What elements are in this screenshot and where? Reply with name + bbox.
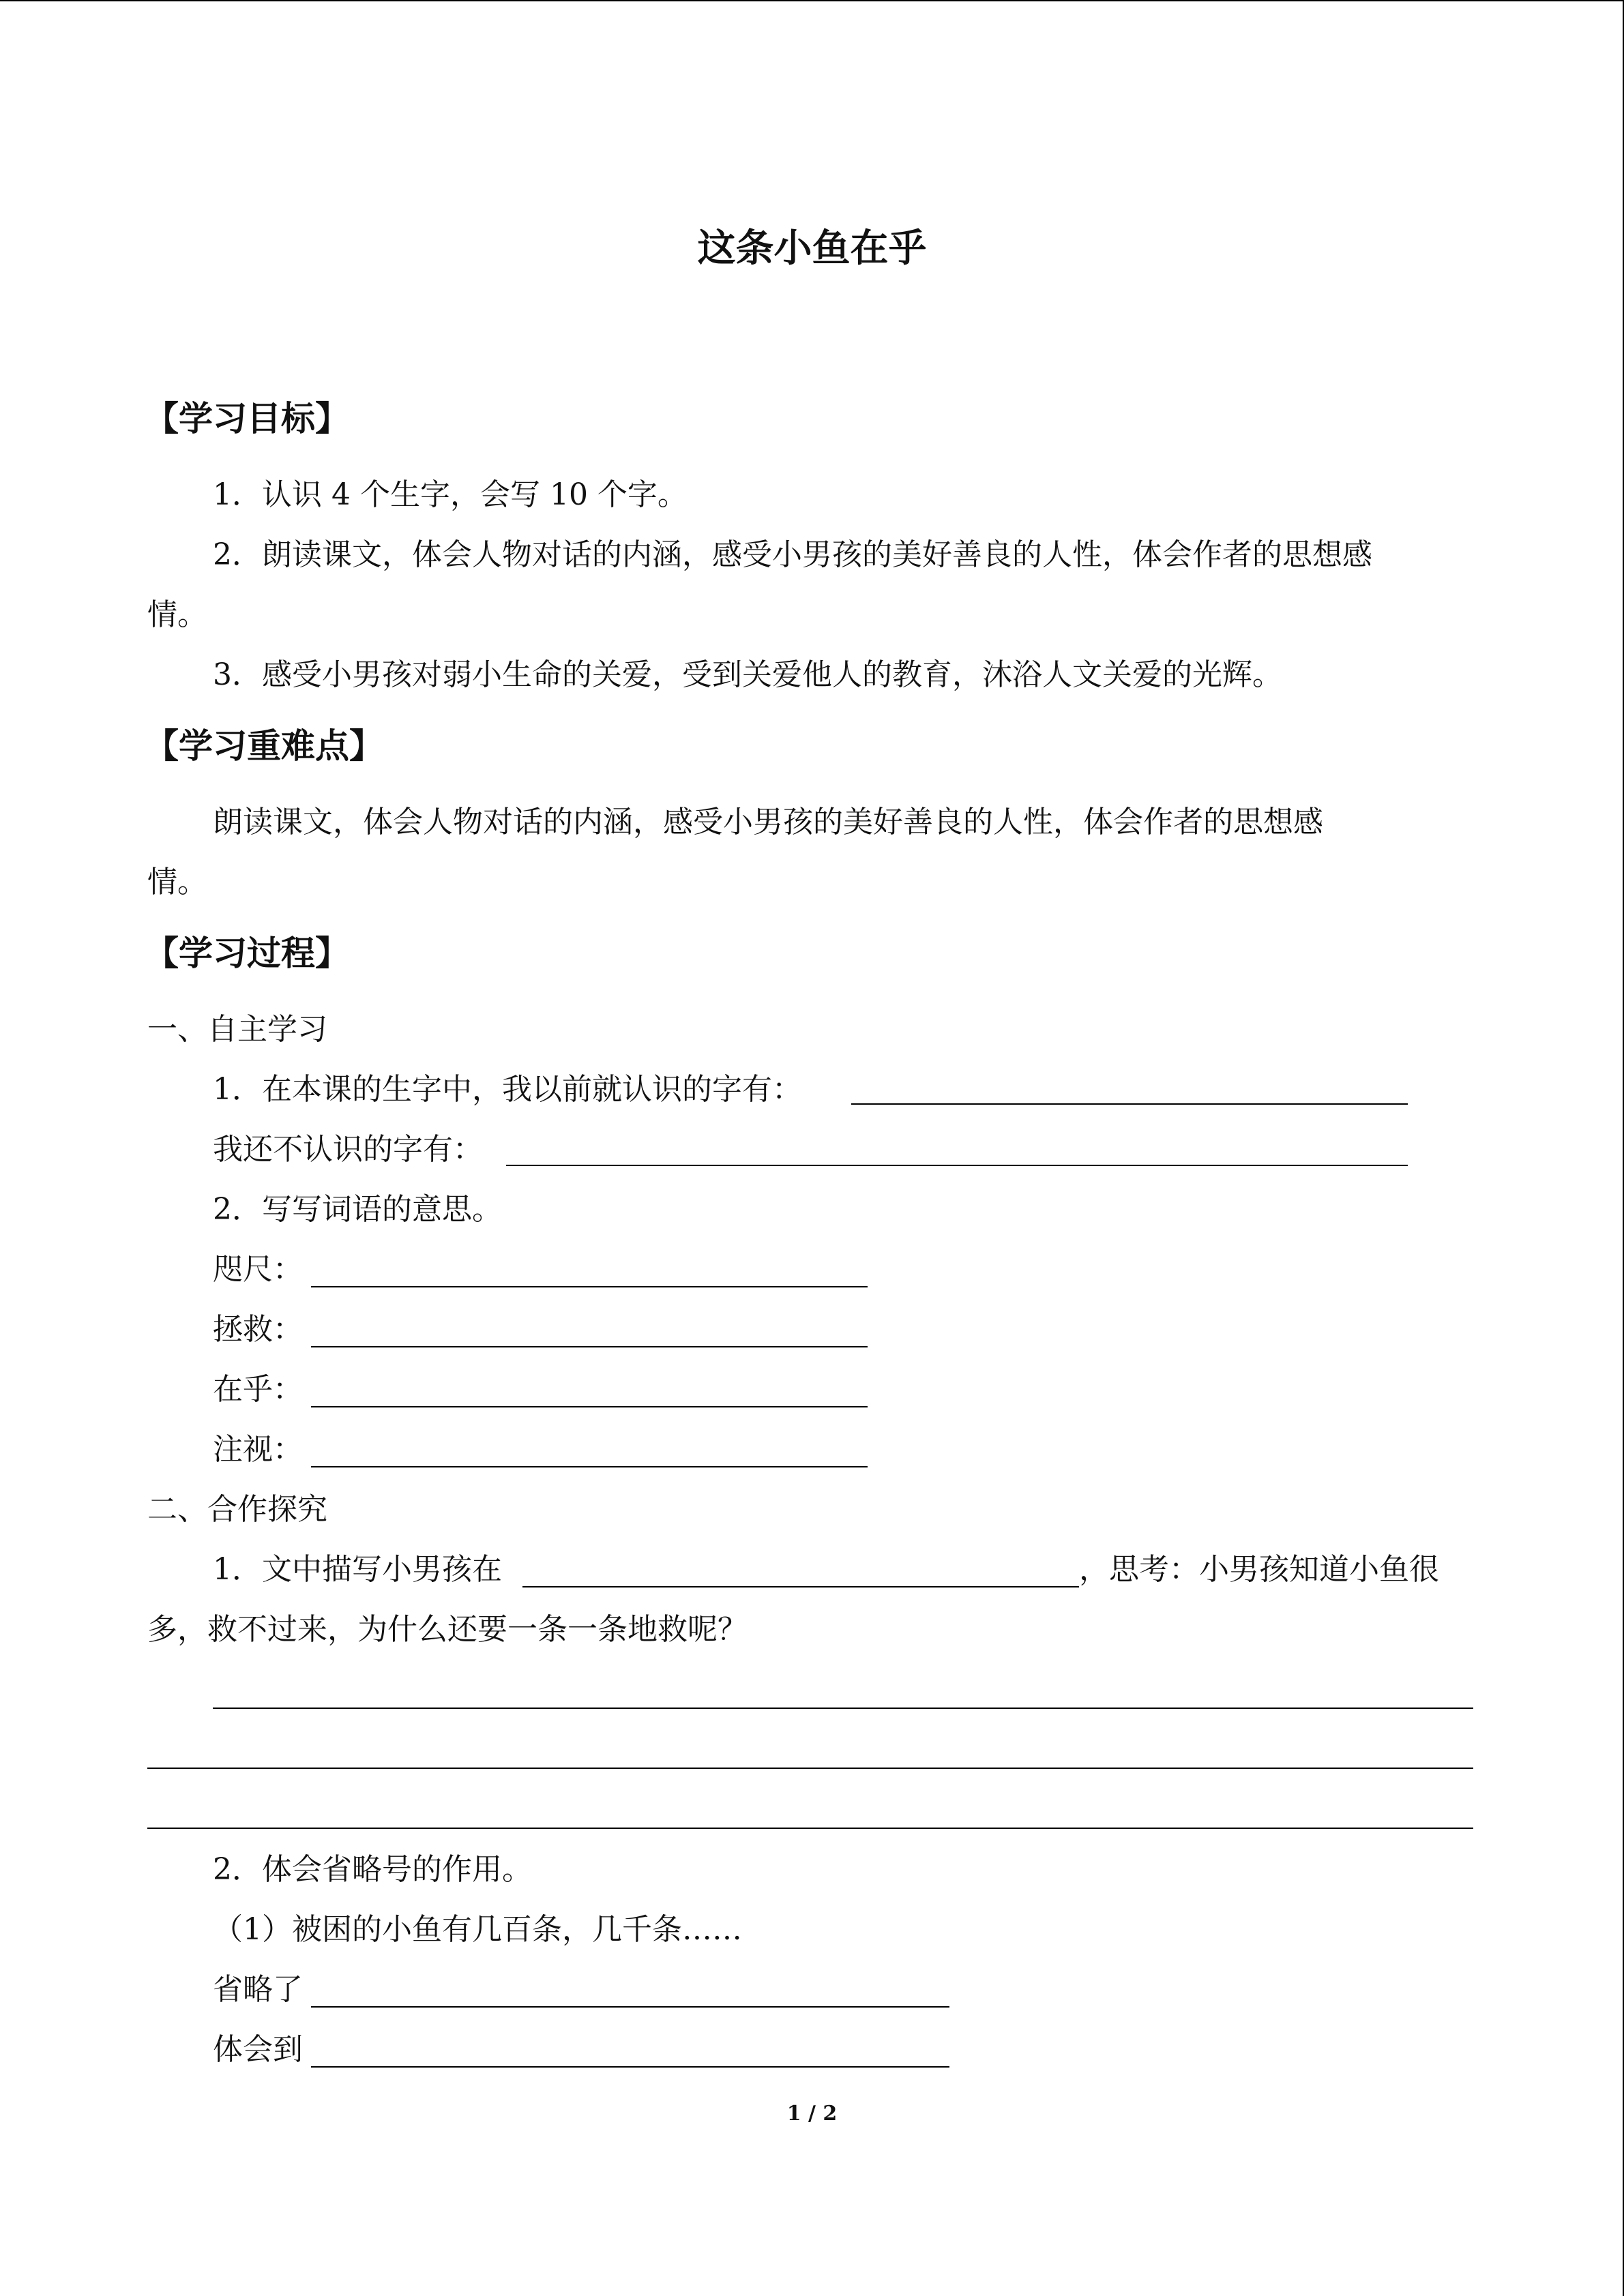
part2-q1-inline-line[interactable] (522, 1586, 1079, 1587)
answer-line-3[interactable] (147, 1828, 1473, 1829)
key-points-line-1: 朗读课文，体会人物对话的内涵，感受小男孩的美好善良的人性，体会作者的思想感 (213, 805, 1323, 839)
answer-line-2[interactable] (147, 1768, 1473, 1769)
word-label-1: 咫尺： (213, 1252, 303, 1287)
part2-q1-start: 1．文中描写小男孩在 (213, 1552, 502, 1587)
part1-title: 一、自主学习 (147, 1012, 327, 1047)
goal-item-1: 1．认识 4 个生字，会写 10 个字。 (213, 477, 688, 512)
word-label-2: 拯救： (213, 1312, 303, 1347)
omitted-label: 省略了 (213, 1972, 303, 2007)
part2-q2-prompt: 2．体会省略号的作用。 (213, 1852, 532, 1887)
part2-q2-sub1: （1）被困的小鱼有几百条，几千条…… (213, 1912, 742, 1947)
felt-label: 体会到 (213, 2032, 303, 2067)
word-answer-line-1[interactable] (311, 1286, 868, 1287)
page-title: 这条小鱼在乎 (697, 226, 927, 271)
goals-heading: 【学习目标】 (145, 399, 349, 438)
word-answer-line-4[interactable] (311, 1466, 868, 1467)
word-answer-line-2[interactable] (311, 1346, 868, 1347)
part2-q1-line2: 多，救不过来，为什么还要一条一条地救呢？ (147, 1612, 748, 1647)
goal-item-3: 3．感受小男孩对弱小生命的关爱，受到关爱他人的教育，沐浴人文关爱的光辉。 (213, 657, 1282, 692)
page-number: 1 / 2 (786, 2102, 838, 2126)
key-points-line-2: 情。 (147, 865, 207, 899)
omitted-answer-line[interactable] (311, 2006, 949, 2008)
word-label-4: 注视： (213, 1432, 303, 1467)
q1-unknown-answer-line[interactable] (506, 1165, 1408, 1166)
q2-prompt: 2．写写词语的意思。 (213, 1192, 502, 1227)
goal-item-2-cont: 情。 (147, 597, 207, 632)
word-label-3: 在乎： (213, 1372, 303, 1407)
process-heading: 【学习过程】 (145, 934, 349, 973)
part2-title: 二、合作探究 (147, 1492, 327, 1527)
part2-q1-end: ，思考：小男孩知道小鱼很 (1079, 1552, 1439, 1587)
q1-known-answer-line[interactable] (851, 1103, 1408, 1105)
q1-unknown-prompt: 我还不认识的字有： (213, 1132, 483, 1167)
key-points-heading: 【学习重难点】 (145, 726, 383, 766)
word-answer-line-3[interactable] (311, 1406, 868, 1407)
goal-item-2: 2．朗读课文，体会人物对话的内涵，感受小男孩的美好善良的人性，体会作者的思想感 (213, 537, 1372, 572)
q1-known-prompt: 1．在本课的生字中，我以前就认识的字有： (213, 1072, 802, 1107)
felt-answer-line[interactable] (311, 2066, 949, 2068)
answer-line-1[interactable] (213, 1708, 1473, 1709)
